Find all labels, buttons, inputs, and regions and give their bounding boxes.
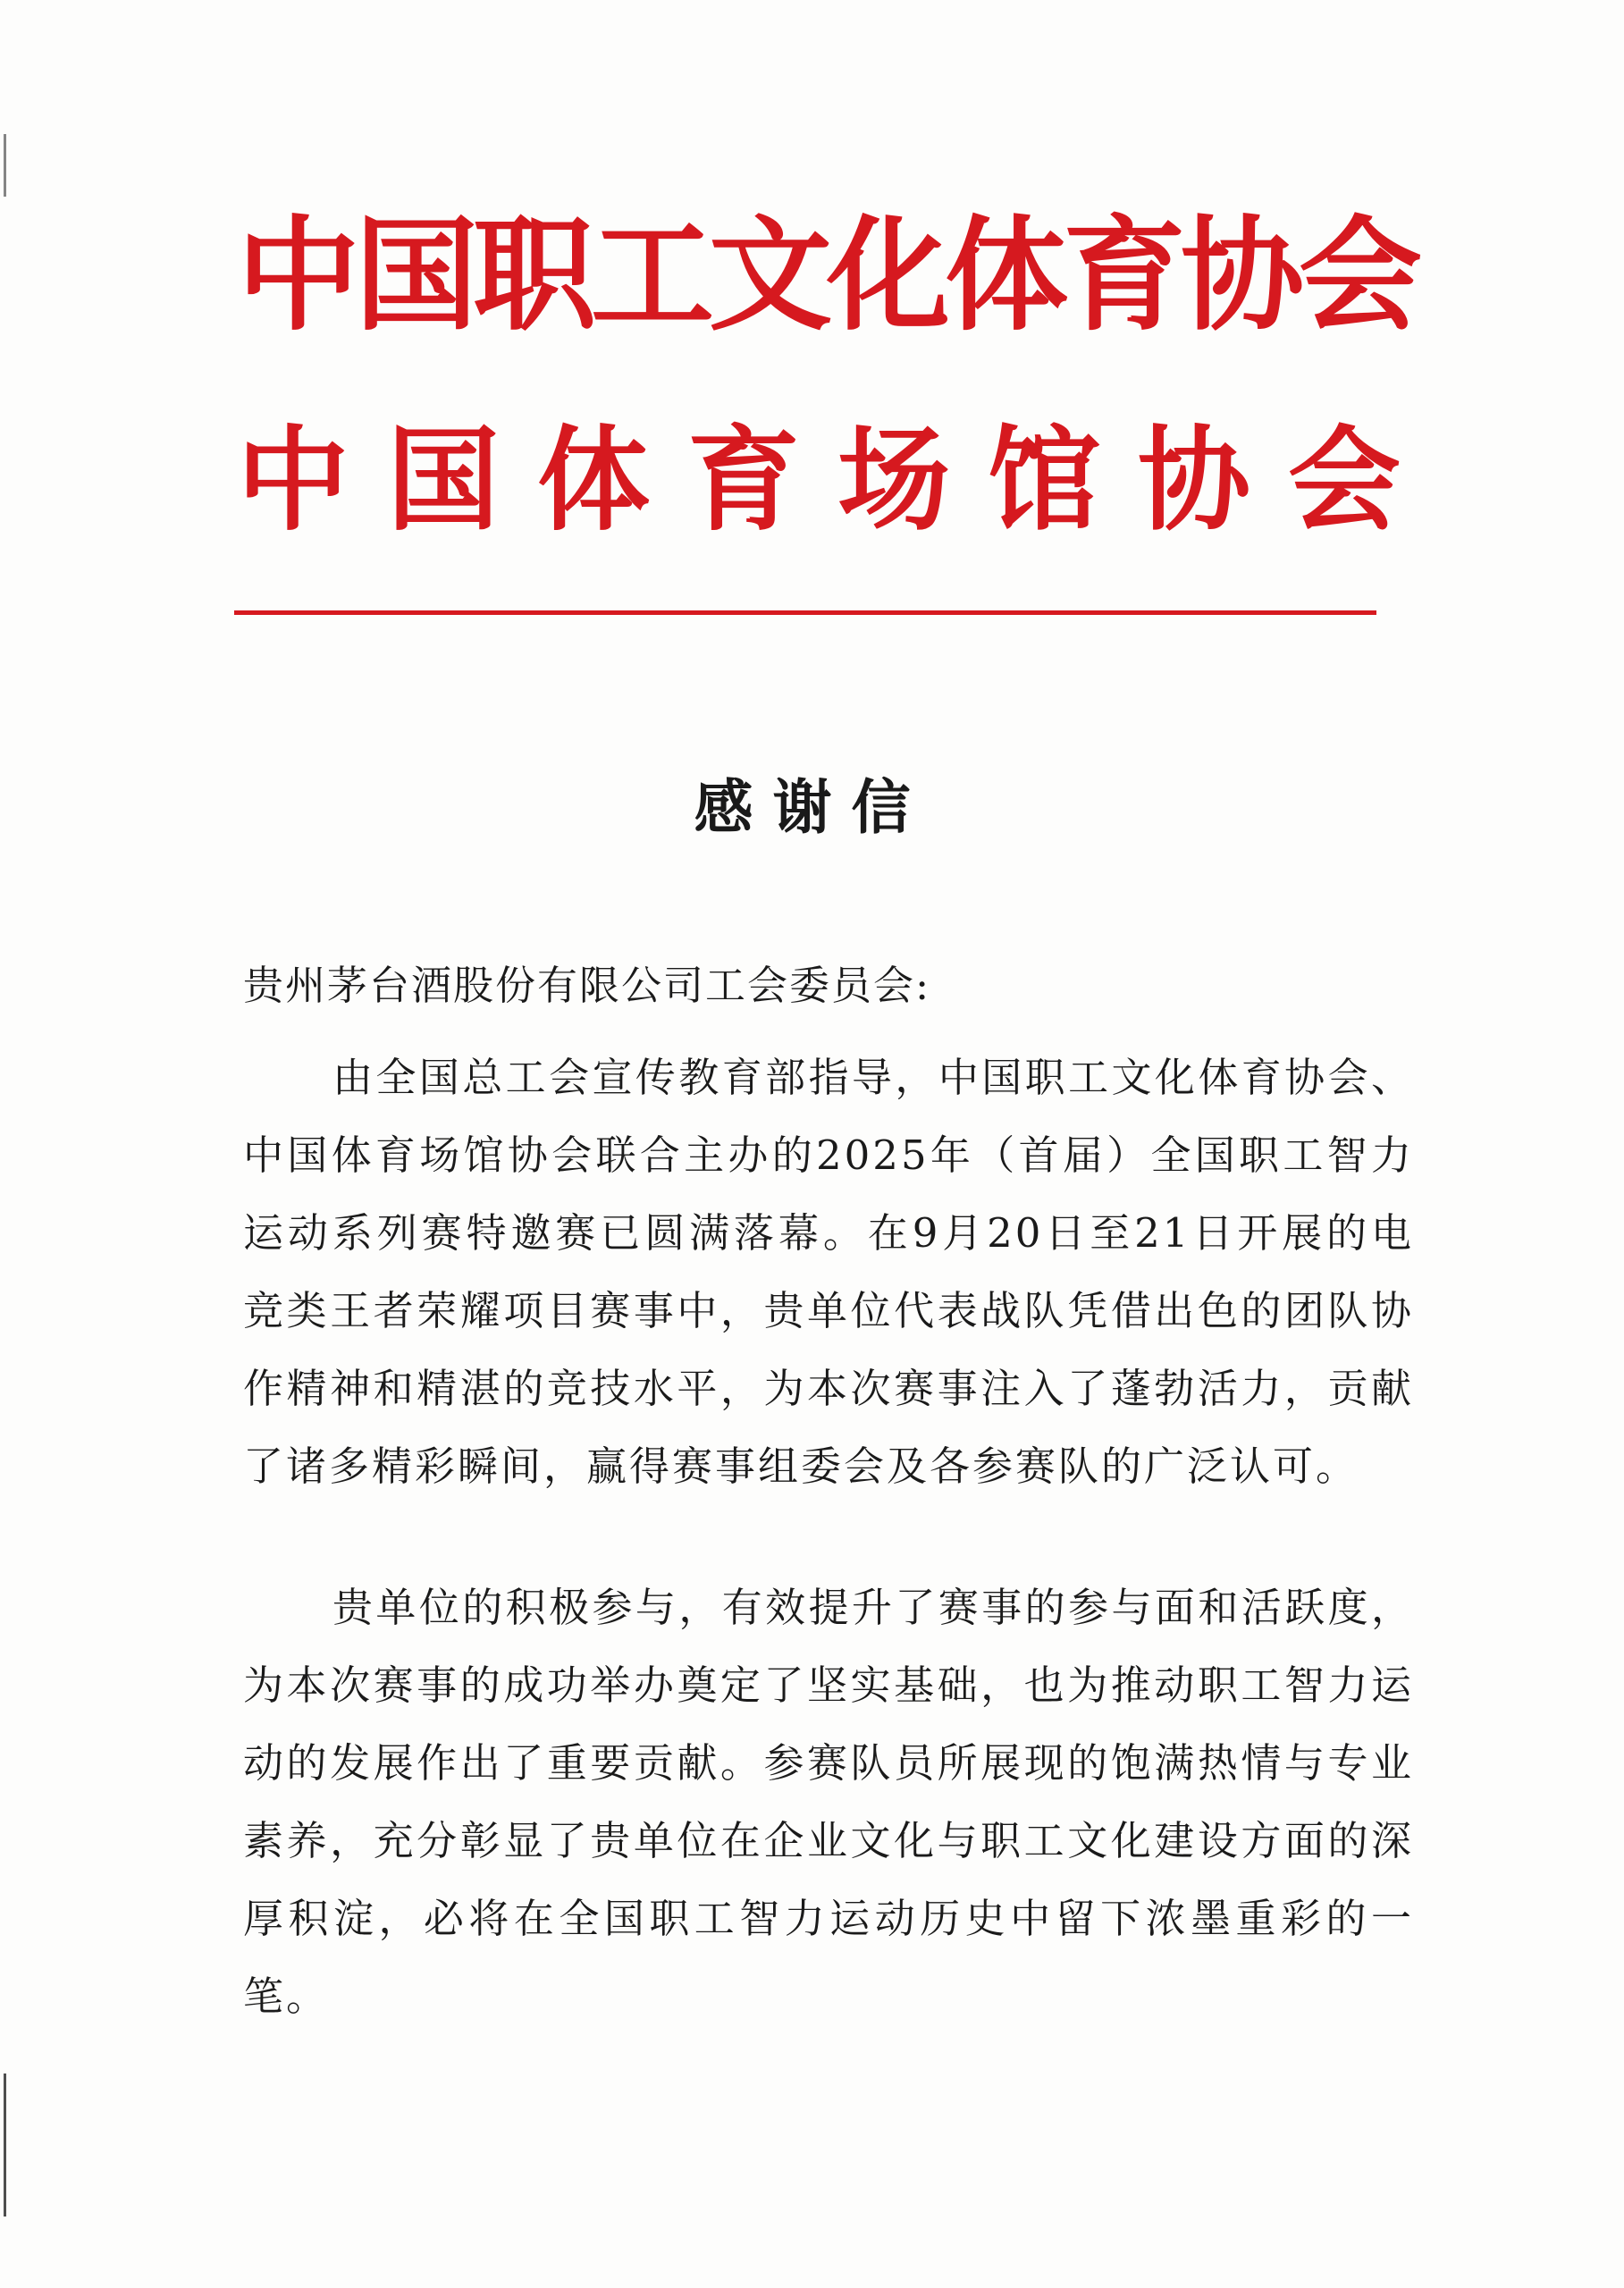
letterhead-org-1: 中国职工文化体育协会 xyxy=(237,204,1418,348)
body-paragraph-2: 贵单位的积极参与，有效提升了赛事的参与面和活跃度，为本次赛事的成功举办奠定了坚实基础，也为推动职工智力运动的发展作出了重要贡献。参赛队员所展现的饱满热情与专业素养，充分彰显了贵单位在企业文化与职工文化建设方面的深厚积淀，必将在全国职工智力运动历史中留下浓墨重彩的一笔。 xyxy=(243,1584,1414,2020)
letterhead-org-2: 中国体育场馆协会 xyxy=(237,415,1438,546)
letter-title: 感谢信 xyxy=(694,772,930,842)
letterhead-divider xyxy=(234,610,1376,615)
body-paragraph-1: 由全国总工会宣传教育部指导，中国职工文化体育协会、中国体育场馆协会联合主办的2025年（首届）全国职工智力运动系列赛特邀赛已圆满落幕。在9月20日至21日开展的电竞类王者荣耀项目赛事中，贵单位代表战队凭借出色的团队协作精神和精湛的竞技水平，为本次赛事注入了蓬勃活力，贡献了诸多精彩瞬间，赢得赛事组委会及各参赛队的广泛认可。 xyxy=(243,1054,1414,1490)
scan-edge-mark xyxy=(4,2074,6,2216)
salutation: 贵州茅台酒股份有限公司工会委员会: xyxy=(243,962,931,1009)
scan-edge-mark xyxy=(4,134,6,197)
